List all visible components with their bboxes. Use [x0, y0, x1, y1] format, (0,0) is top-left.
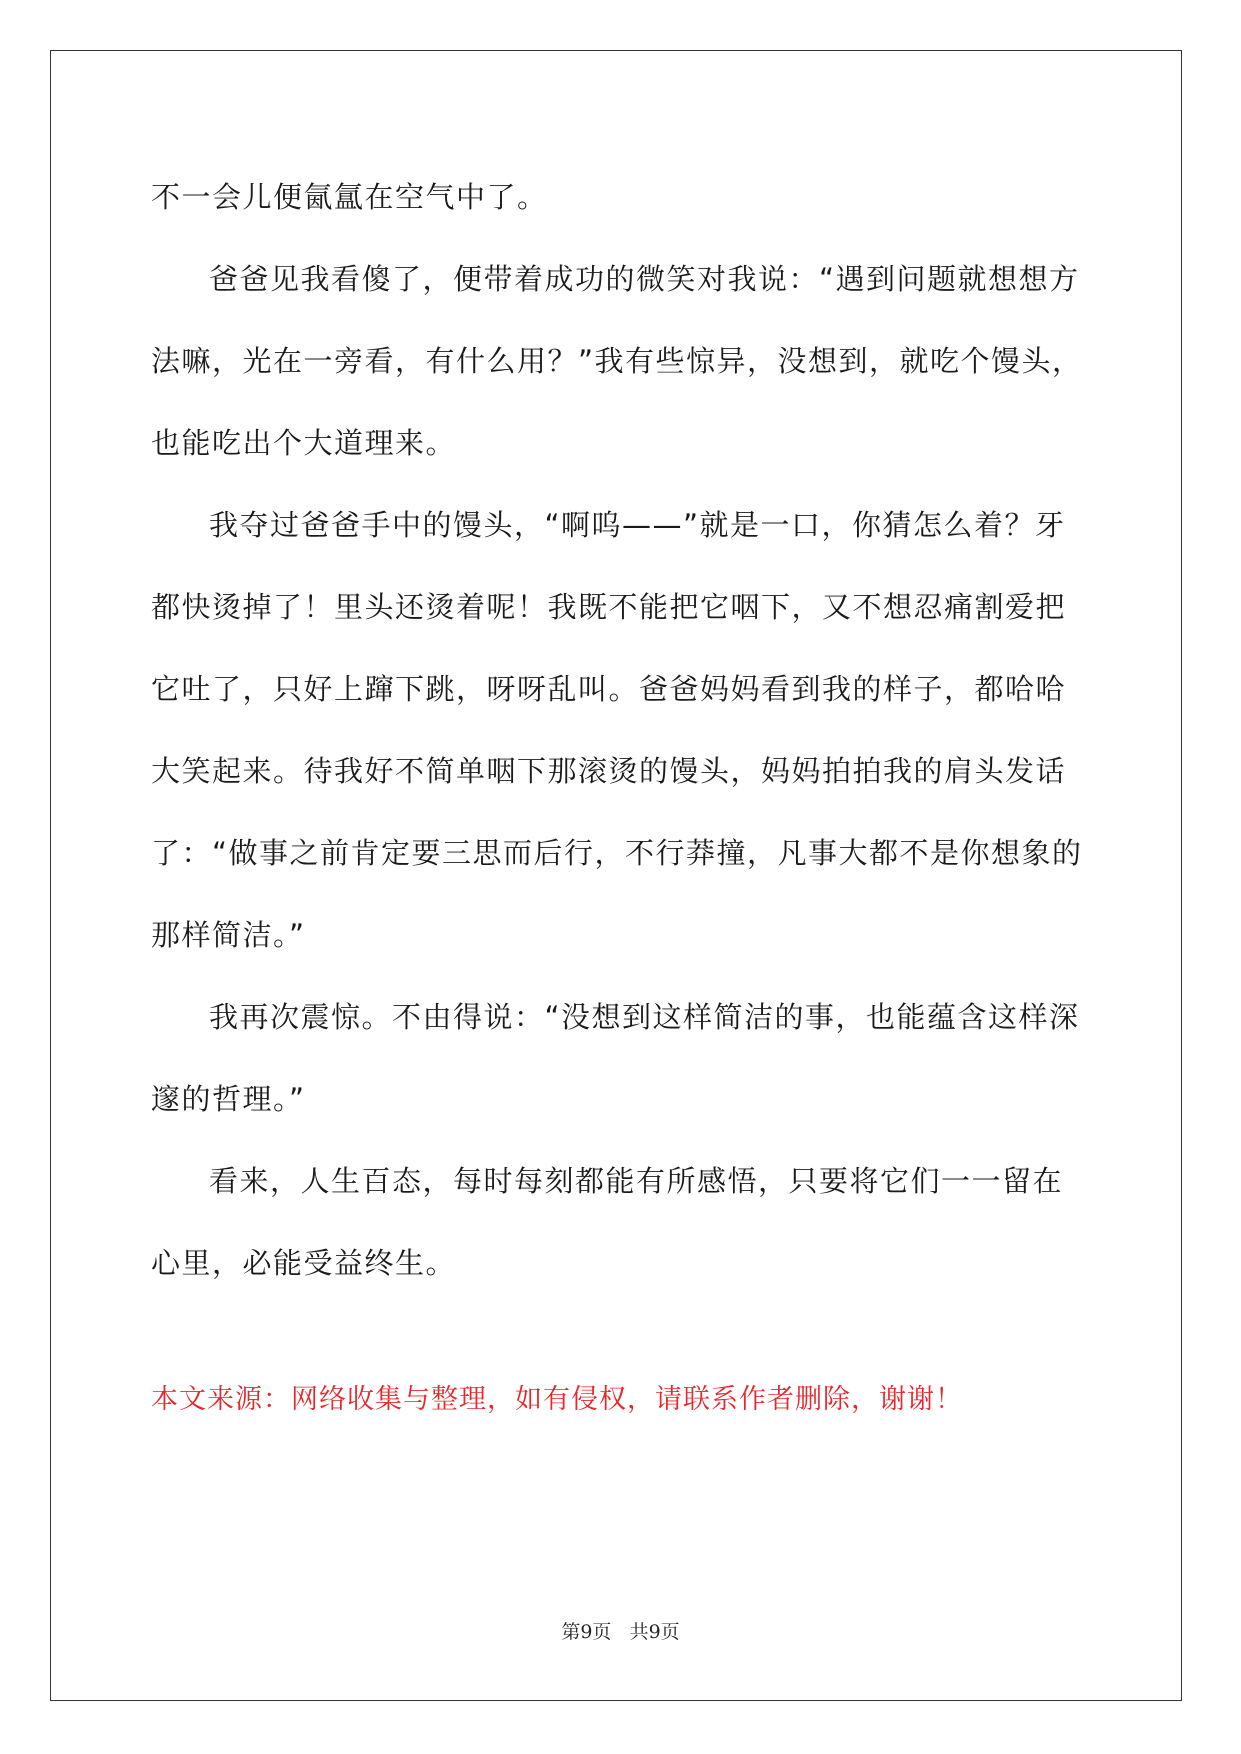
page-footer: [0, 1617, 1241, 1644]
paragraph: 爸爸见我看傻了，便带着成功的微笑对我说：“遇到问题就想想方法嘛，光在一旁看，有什么用？”我有些惊异，没想到，就吃个馒头，也能吃出个大道理来。: [151, 262, 1083, 460]
page-number: 第9页: [561, 1621, 612, 1643]
paragraph: 看来，人生百态，每时每刻都能有所感悟，只要将它们一一留在心里，必能受益终生。: [151, 1164, 1064, 1280]
document-body: [151, 156, 1087, 1304]
paragraph: 我再次震惊。不由得说：“没想到这样简洁的事，也能蕴含这样深邃的哲理。”: [151, 1000, 1080, 1116]
paragraph-continuation: 不一会儿便氤氲在空气中了。: [151, 180, 548, 214]
total-pages: 共9页: [629, 1621, 680, 1643]
source-disclaimer: 本文来源：网络收集与整理，如有侵权，请联系作者删除，谢谢！: [151, 1384, 963, 1415]
paragraph: 我夺过爸爸手中的馒头，“啊呜——”就是一口，你猜怎么着？牙都快烫掉了！里头还烫着呢！我既不能把它咽下，又不想忍痛割爱把它吐了，只好上蹿下跳，呀呀乱叫。爸爸妈妈看到我的样子，都哈哈大笑起来。待我好不简单咽下那滚烫的馒头，妈妈拍拍我的肩头发话了：“做事之前肯定要三思而后行，不行莽撞，凡事大都不是你想象的那样简洁。”: [151, 508, 1083, 952]
